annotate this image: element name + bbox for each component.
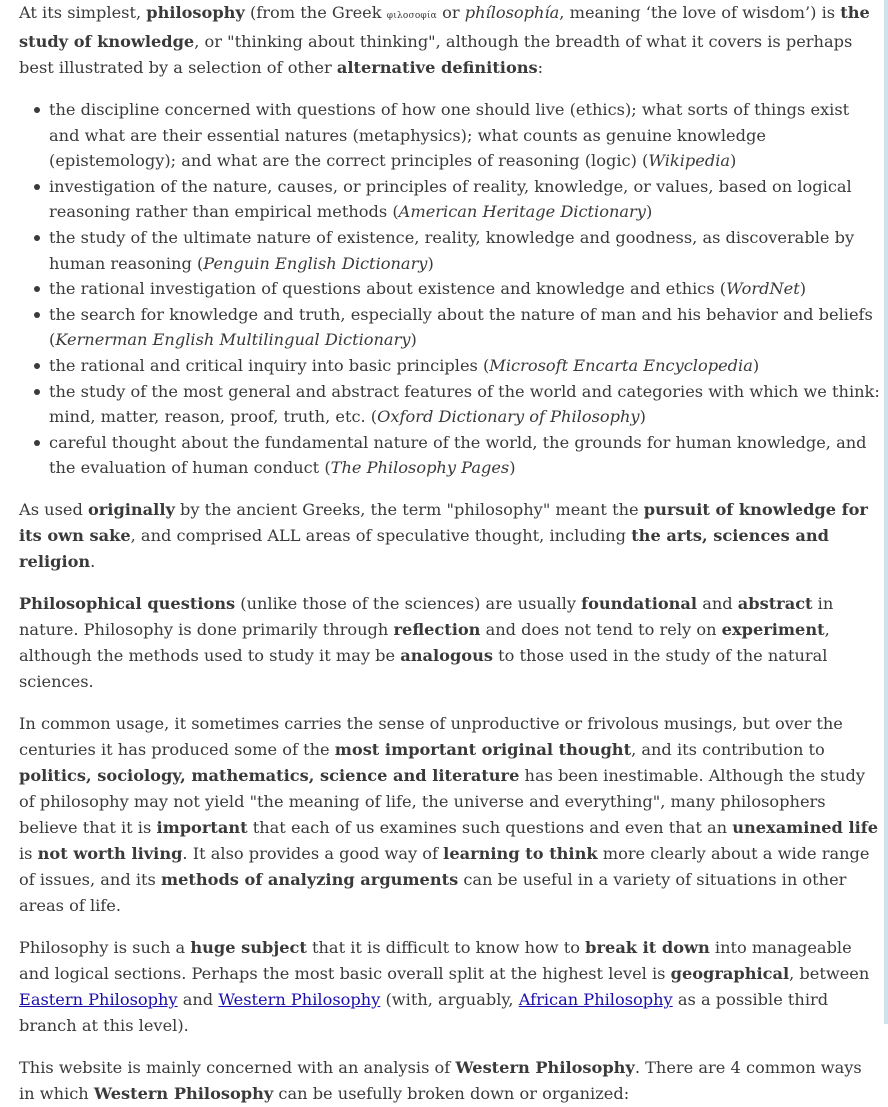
origins-paragraph: As used originally by the ancient Greeks, the term "philosophy" meant the pursuit of knowledge for its own sake, and comprised ALL areas of speculative thought, including the arts, sciences and religion. — [19, 499, 868, 571]
definition-item: the search for knowledge and truth, especially about the nature of man and his behavior and beliefs (Kernerman English Multilingual Dictionary) — [49, 302, 880, 353]
intro-paragraph — [19, 0, 880, 81]
branches-paragraph: Philosophy is such a huge subject that it is difficult to know how to break it down into manageable and logical sections. Perhaps the most basic overall split at the highest level is geographical, between Eastern Philosophy and Western Philosophy (with, arguably, African Philosophy as a possible third branch at this level). — [19, 937, 870, 1035]
definition-item: the rational investigation of questions about existence and knowledge and ethics (WordNet) — [49, 276, 880, 302]
eastern-philosophy-link[interactable]: Eastern Philosophy — [19, 989, 178, 1009]
definition-item: careful thought about the fundamental nature of the world, the grounds for human knowledge, and the evaluation of human conduct (The Philosophy Pages) — [49, 430, 880, 481]
definition-source: WordNet — [726, 279, 800, 299]
intro-text: At its simplest, — [19, 3, 147, 22]
intro-bold: the study of knowledge — [19, 3, 870, 51]
intro-text: (from the Greek — [244, 3, 387, 22]
definition-source: The Philosophy Pages — [330, 458, 510, 478]
intro-bold: alternative definitions — [336, 58, 538, 77]
definition-item: the discipline concerned with questions of how one should live (ethics); what sorts of things exist and what are their essential natures (metaphysics); what counts as genuine knowledge (epistemology); and what are the correct principles of reasoning (logic) (Wikipedia) — [49, 97, 880, 174]
definition-source: Penguin English Dictionary — [203, 253, 428, 273]
intro-text: : — [537, 58, 544, 77]
greek-word: φιλοσοφία — [386, 11, 437, 21]
definition-source: American Heritage Dictionary — [398, 202, 646, 222]
definition-source: Wikipedia — [648, 151, 731, 171]
usage-paragraph: In common usage, it sometimes carries the sense of unproductive or frivolous musings, but over the centuries it has produced some of the most important original thought, and its contribution to politics, sociology, mathematics, science and literature has been inestimable. Although the study of philosophy may not yield "the meaning of life, the universe and everything", many philosophers believe that it is important that each of us examines such questions and even that an unexamined life is not worth living. It also provides a good way of learning to think more clearly about a wide range of issues, and its methods of analyzing arguments can be useful in a variety of situations in other areas of life. — [19, 713, 879, 915]
definition-source: Kernerman English Multilingual Dictionary — [55, 330, 411, 350]
intro-text: , meaning ‘the love of wisdom’) is — [559, 3, 841, 22]
western-paragraph: This website is mainly concerned with an analysis of Western Philosophy. There are 4 common ways in which Western Philosophy can be usefully broken down or organized: — [19, 1057, 862, 1103]
definitions-list — [19, 97, 880, 481]
definition-source: Microsoft Encarta Encyclopedia — [489, 355, 753, 375]
definition-item: the study of the most general and abstract features of the world and categories with which we think: mind, matter, reason, proof, truth, etc. (Oxford Dictionary of Philosophy) — [49, 379, 880, 430]
african-philosophy-link[interactable]: African Philosophy — [518, 989, 673, 1009]
questions-paragraph: Philosophical questions (unlike those of the sciences) are usually foundational and abstract in nature. Philosophy is done primarily through reflection and does not tend to rely on experiment, although the methods used to study it may be analogous to those used in the study of the natural sciences. — [19, 593, 834, 691]
definition-item: the study of the ultimate nature of existence, reality, knowledge and goodness, as discoverable by human reasoning (Penguin English Dictionary) — [49, 225, 880, 276]
intro-bold: philosophy — [146, 3, 245, 22]
definition-source: Oxford Dictionary of Philosophy — [377, 407, 640, 427]
greek-transliteration: phílosophía — [464, 3, 560, 22]
page-edge-border — [884, 0, 888, 1024]
intro-text: , or "thinking about thinking", although the breadth of what it covers is perhaps best illustrated by a selection of other — [19, 32, 853, 77]
definition-item: the rational and critical inquiry into basic principles (Microsoft Encarta Encyclopedia) — [49, 353, 880, 379]
western-philosophy-link[interactable]: Western Philosophy — [218, 989, 381, 1009]
intro-text: or — [436, 3, 465, 22]
definition-item: investigation of the nature, causes, or principles of reality, knowledge, or values, based on logical reasoning rather than empirical methods (American Heritage Dictionary) — [49, 174, 880, 225]
